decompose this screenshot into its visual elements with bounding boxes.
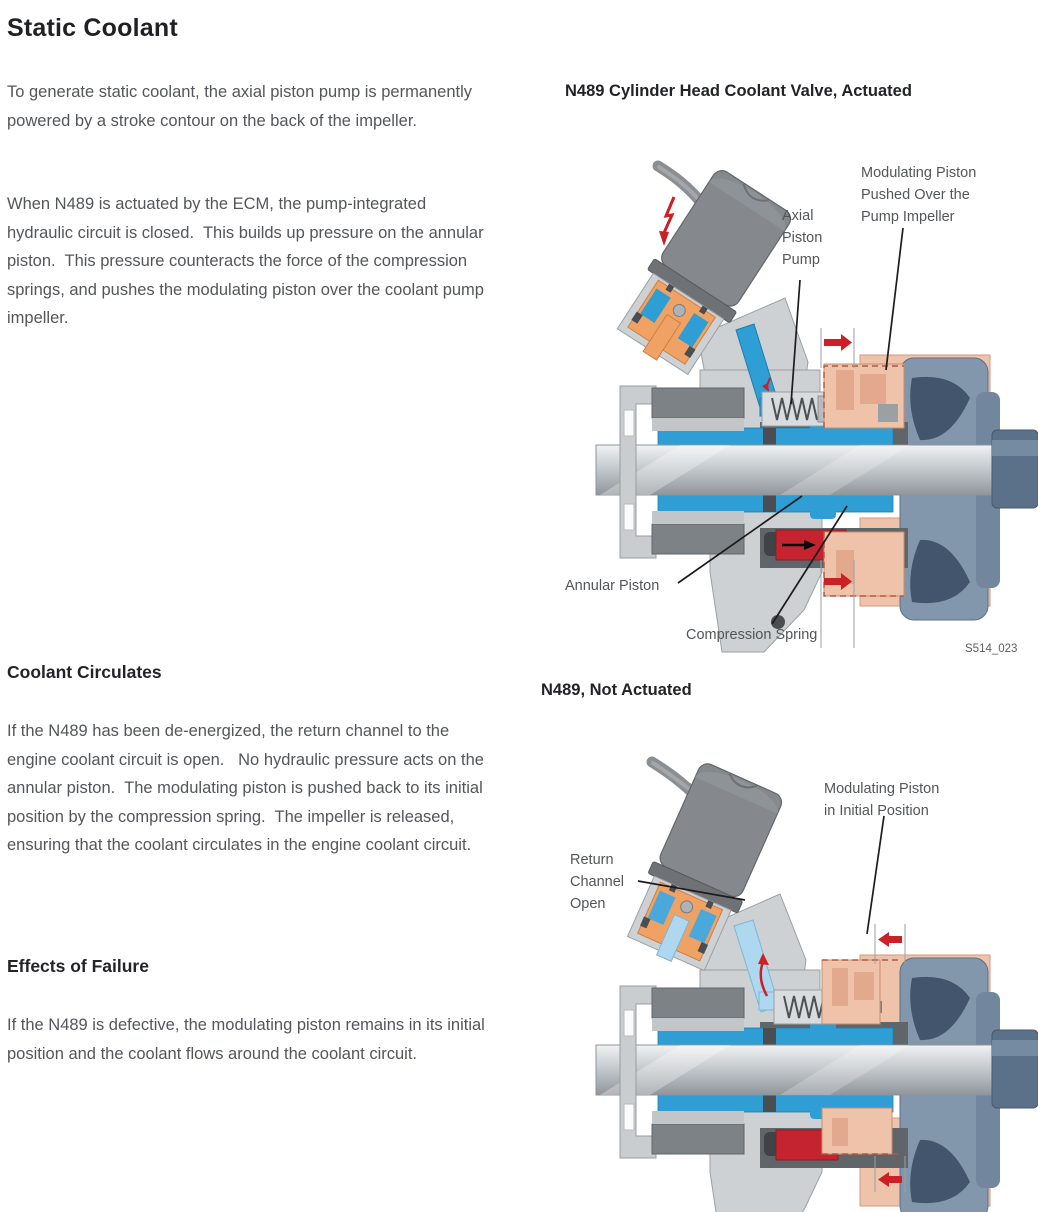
- left-arrow-icon: [878, 932, 889, 947]
- image-code: S514_023: [965, 643, 1018, 655]
- heading-coolant-circulates: Coolant Circulates: [7, 662, 162, 682]
- page-title: Static Coolant: [7, 14, 178, 42]
- label-annular-piston: Annular Piston: [565, 578, 660, 594]
- paragraph-static-coolant-1: To generate static coolant, the axial piston pump is permanently powered by a stroke contour on the back of the impeller.: [7, 83, 477, 130]
- label-modulating-piston-pushed: Modulating Piston Pushed Over the Pump Impeller: [861, 165, 977, 225]
- label-axial-piston-pump: Axial Piston Pump: [782, 208, 823, 268]
- label-compression-spring: Compression Spring: [686, 627, 818, 643]
- lightning-bolt-icon: [663, 197, 674, 235]
- right-arrow-icon: [841, 334, 852, 351]
- figure-not-actuated-diagram: [560, 740, 1038, 1212]
- label-return-channel-open: Return Channel Open: [570, 852, 625, 912]
- heading-effects-of-failure: Effects of Failure: [7, 956, 149, 976]
- label-modulating-piston-initial: Modulating Piston in Initial Position: [824, 781, 940, 819]
- paragraph-effects-of-failure: If the N489 is defective, the modulating piston remains in its initial position and the coolant flows around the coolant circuit.: [7, 1016, 490, 1063]
- paragraph-static-coolant-2: When N489 is actuated by the ECM, the pump-integrated hydraulic circuit is closed. This builds up pressure on the annular piston. This pressure counteracts the force of the compression springs, and pushes the modulating piston over the coolant pump impeller.: [7, 195, 489, 328]
- figure-not-actuated-title: N489, Not Actuated: [541, 681, 692, 699]
- figure-actuated-title: N489 Cylinder Head Coolant Valve, Actuated: [565, 82, 912, 100]
- paragraph-coolant-circulates: If the N489 has been de-energized, the return channel to the engine coolant circuit is open. No hydraulic pressure acts on the annular piston. The modulating piston is pushed back to its initial position by the compression spring. The impeller is released, ensuring that the coolant circulates in the engine coolant circuit.: [7, 722, 489, 855]
